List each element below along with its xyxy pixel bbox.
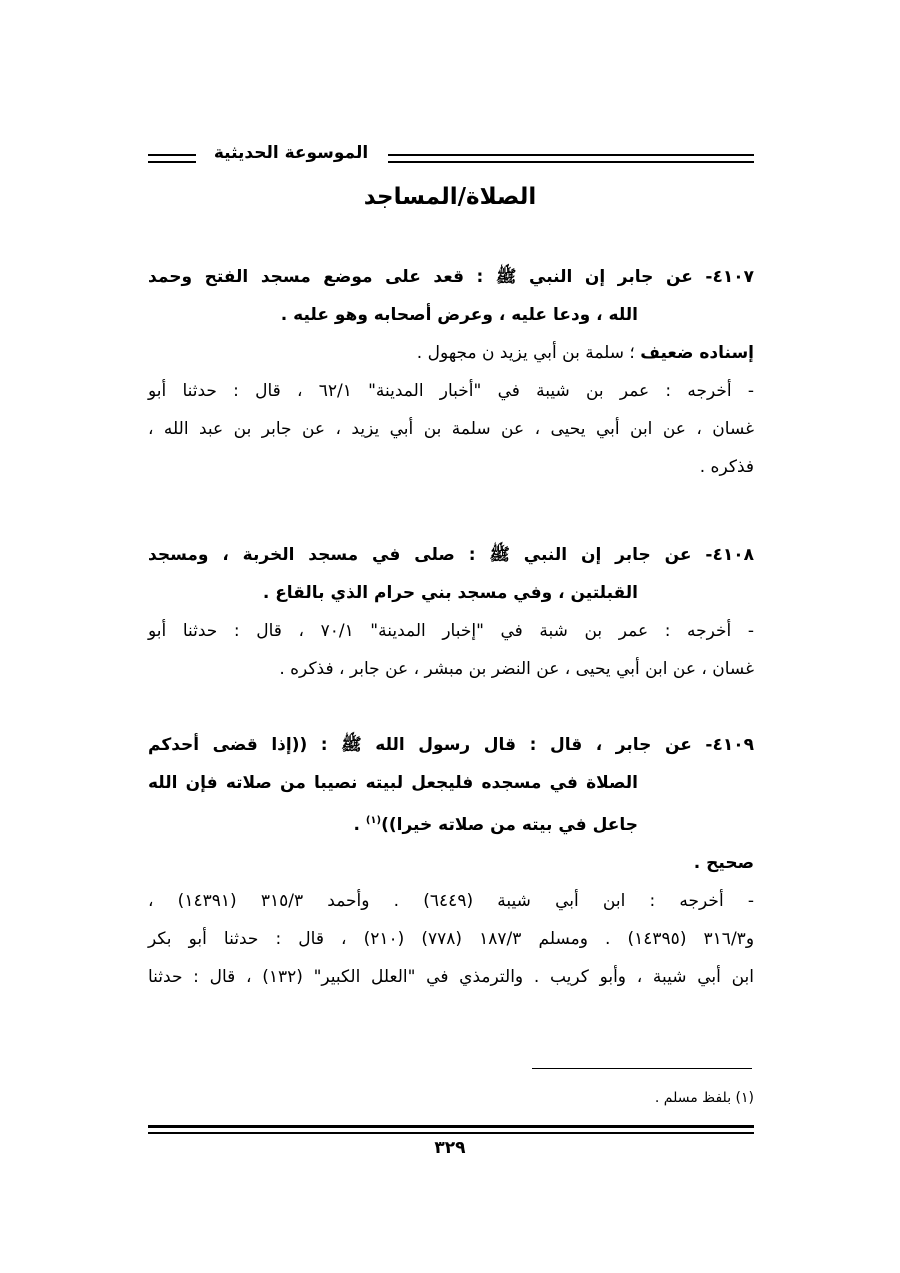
header-rule-short xyxy=(148,154,196,163)
takhrij-line: غسان ، عن ابن أبي يحيى ، عن النضر بن مبشر ، عن جابر ، فذكره . xyxy=(279,659,754,679)
hadith-text-line: ٤١٠٨- عن جابر إن النبي ﷺ : صلى في مسجد الخربة ، ومسجد xyxy=(148,545,754,565)
hadith-text-fragment: . xyxy=(353,815,366,835)
page-body xyxy=(148,258,754,996)
footnote-marker: (١) xyxy=(365,815,382,826)
header-rule-long xyxy=(388,154,754,163)
takhrij-line: فذكره . xyxy=(699,457,754,477)
hadith-4109 xyxy=(148,726,754,996)
spacer xyxy=(148,486,754,536)
chapter-title: الصلاة/المساجد xyxy=(363,184,537,210)
hadith-grade: صحيح . xyxy=(693,853,754,873)
grade-rest: ؛ سلمة بن أبي يزيد ن مجهول . xyxy=(416,343,641,363)
running-title: الموسوعة الحديثية xyxy=(213,143,369,163)
hadith-text-line: الله ، ودعا عليه ، وعرض أصحابه وهو عليه . xyxy=(280,305,638,325)
hadith-grade xyxy=(148,334,754,372)
footnote-rule xyxy=(532,1068,752,1069)
footer-rule xyxy=(148,1125,754,1134)
takhrij-line: و٣١٦/٣ (١٤٣٩٥) . ومسلم ١٨٧/٣ (٧٧٨) (٢١٠) ، قال : حدثنا أبو بكر xyxy=(148,929,755,949)
hadith-text-line: الصلاة في مسجده فليجعل لبيته نصيبا من صلاته فإن الله xyxy=(148,773,638,793)
hadith-text-line: القبلتين ، وفي مسجد بني حرام الذي بالقاع . xyxy=(262,583,638,603)
hadith-4107 xyxy=(148,258,754,486)
takhrij-line: غسان ، عن ابن أبي يحيى ، عن سلمة بن أبي يزيد ، عن جابر بن عبد الله ، xyxy=(148,419,754,439)
takhrij-line: - أخرجه : عمر بن شيبة في "أخبار المدينة" ٦٢/١ ، قال : حدثنا أبو xyxy=(148,381,754,401)
hadith-4108 xyxy=(148,536,754,688)
grade-label: إسناده ضعيف xyxy=(640,343,754,363)
hadith-text-line: ٤١٠٧- عن جابر إن النبي ﷺ : قعد على موضع مسجد الفتح وحمد xyxy=(148,267,754,287)
page-number: ٣٢٩ xyxy=(434,1138,466,1158)
spacer xyxy=(148,688,754,726)
takhrij-line: - أخرجه : ابن أبي شيبة (٦٤٤٩) . وأحمد ٣١٥/٣ (١٤٣٩١) ، xyxy=(148,891,754,911)
hadith-text-line xyxy=(148,802,754,844)
takhrij-line: ابن أبي شيبة ، وأبو كريب . والترمذي في "العلل الكبير" (١٣٢) ، قال : حدثنا xyxy=(148,967,754,987)
footnote: (١) بلفظ مسلم . xyxy=(654,1090,754,1106)
hadith-text-fragment: جاعل في بيته من صلاته خيرا)) xyxy=(381,815,638,835)
takhrij-line: - أخرجه : عمر بن شبة في "إخبار المدينة" ٧٠/١ ، قال : حدثنا أبو xyxy=(148,621,754,641)
hadith-text-line: ٤١٠٩- عن جابر ، قال : قال رسول الله ﷺ : ((إذا قضى أحدكم xyxy=(148,735,754,755)
